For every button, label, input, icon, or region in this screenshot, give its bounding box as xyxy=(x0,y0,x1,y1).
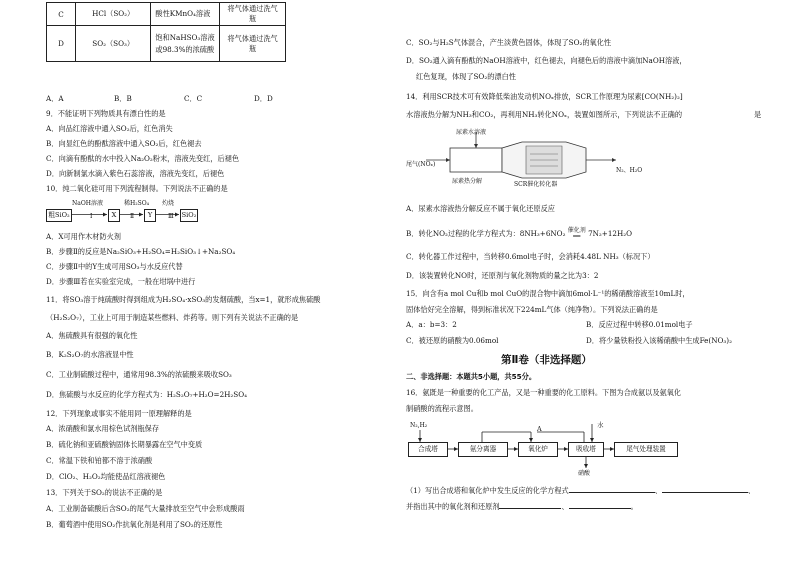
table-cell: 酸性KMnO₄溶液 xyxy=(151,3,220,26)
q8-choice-d: D．D xyxy=(254,94,273,103)
q16-stem: 16．氨既是一种重要的化工产品，又是一种重要的化工原料。下图为合成氨以及氨氧化 xyxy=(406,388,682,397)
flow-node-end: SiO₂ xyxy=(180,209,198,222)
q11-option: D．焦硫酸与水反应的化学方程式为：H₂S₂O₇+H₂O=2H₂SO₄ xyxy=(46,390,247,399)
q12-option: D．ClO₂、H₂O₂均能使品红溶液褪色 xyxy=(46,472,166,481)
q16-part1-text: （1）写出合成塔和氧化炉中发生反应的化学方程式 xyxy=(406,486,569,495)
table-cell: 将气体通过洗气瓶 xyxy=(220,3,286,26)
table-cell: SO₂（SO₃） xyxy=(75,26,150,62)
q16-stem-2: 制硝酸的流程示意图。 xyxy=(406,404,478,413)
q9-option: D．向新制氯水滴入紫色石蕊溶液，溶液先变红，后褪色 xyxy=(46,169,225,178)
q15-stem: 15．向含有a mol Cu和b mol CuO的混合物中滴加6mol·L⁻¹的稀硝酸溶液至10mL时， xyxy=(406,289,690,298)
q11-option: C．工业制硫酸过程中，通常用98.3%的浓硫酸来吸收SO₃ xyxy=(46,370,232,379)
scr-urea-label: 尿素水溶液 xyxy=(456,129,487,136)
flow-a-label: A xyxy=(537,425,542,433)
q16-part1 xyxy=(406,486,755,496)
q15-option: B．反应过程中转移0.01mol电子 xyxy=(586,320,693,329)
q11-option: B．K₂S₂O₇的水溶液显中性 xyxy=(46,350,134,359)
q14-option-d: D．该装置转化NO时，还原剂与氧化剂物质的量之比为3：2 xyxy=(406,271,599,280)
q14-stem-2: 水溶液热分解为NH₃和CO₂，再利用NH₃转化NOₓ，装置如图所示，下列说法不正确的 xyxy=(406,110,683,119)
q10-option: A．X可用作木材防火剂 xyxy=(46,232,121,241)
flow-product-label: 硝酸 xyxy=(578,470,591,477)
q14-option-c: C．转化器工作过程中，当转移0.6mol电子时，会消耗4.48L NH₃（标况下） xyxy=(406,252,655,261)
equation-rhs: 7N₂+12H₂O xyxy=(588,229,633,238)
scr-decomp-label: 尿素热分解 xyxy=(452,178,483,185)
q13-option: B．葡萄酒中使用SO₂作抗氧化剂是利用了SO₂的还原性 xyxy=(46,520,223,529)
q14-stem: 14．利用SCR技术可有效降低柴油发动机NOₓ排放，SCR工作原理为尿素[CO(NH₂)₂] xyxy=(406,92,683,101)
q9-option: C．向滴有酚酞的水中投入Na₂O₂粉末，溶液先变红，后褪色 xyxy=(46,154,240,163)
q13-stem: 13．下列关于SO₂的说法不正确的是 xyxy=(46,488,163,497)
flow-arrows xyxy=(46,205,186,225)
q16-part1-cont xyxy=(406,502,638,512)
table-cell: D xyxy=(47,26,76,62)
table-cell: HCl（SO₂） xyxy=(75,3,150,26)
q11-stem: 11．将SO₃溶于纯硫酸时得到组成为H₂SO₄·xSO₃的发烟硫酸，当x=1，就形成焦硫酸 xyxy=(46,295,321,304)
q12-option: C．常温下铁和铂都不溶于浓硝酸 xyxy=(46,456,153,465)
q8-choice-a: A．A xyxy=(46,94,64,103)
separator: 、 xyxy=(654,486,662,495)
table-row xyxy=(47,26,286,62)
flow-node-y: Y xyxy=(144,209,156,222)
q10-option: C．步骤Ⅱ中的Y生成可用SO₃与水反应代替 xyxy=(46,262,183,271)
flow-node-tail-gas: 尾气处理装置 xyxy=(614,442,678,457)
q14-option-b xyxy=(406,228,632,240)
flow-reagent-2: 稀H₂SO₄ xyxy=(124,200,150,207)
q11-stem-2: （H₂S₂O₇），工业上可用于制造某些燃料、炸药等。则下列有关说法不正确的是 xyxy=(46,313,299,322)
q15-option: C．被还原的硝酸为0.06mol xyxy=(406,336,499,345)
q8-choice-b: B．B xyxy=(114,94,132,103)
q15-stem-2: 固体恰好完全溶解，得到标准状况下224mL气体（纯净物）。下列说法正确的是 xyxy=(406,305,658,314)
flow-reagent-3: 灼烧 xyxy=(162,200,175,207)
flow-node-synthesis: 合成塔 xyxy=(408,442,448,457)
q13-option: A．工业制备硫酸后含SO₂的尾气大量排放至空气中会形成酸雨 xyxy=(46,504,245,513)
q9-option: B．向显红色的酚酞溶液中通入SO₂后，红色褪去 xyxy=(46,139,202,148)
q8-choice-c: C．C xyxy=(184,94,203,103)
part2-title: 第Ⅱ卷（非选择题） xyxy=(501,354,592,366)
q11-option: A．焦硫酸具有很强的氧化性 xyxy=(46,331,138,340)
flow-node-separator: 氨分离器 xyxy=(458,442,508,457)
answer-blank[interactable] xyxy=(662,492,748,493)
flow-node-start: 粗SiO₂ xyxy=(46,209,72,222)
table-cell: 将气体通过洗气瓶 xyxy=(220,26,286,62)
flow-node-absorber: 吸收塔 xyxy=(568,442,604,457)
q10-stem: 10．纯二氧化硅可用下列流程制得。下列说法不正确的是 xyxy=(46,184,228,193)
answer-blank[interactable] xyxy=(499,508,561,509)
scr-converter-label: SCR催化转化器 xyxy=(514,181,558,188)
flow-node-x: X xyxy=(108,209,120,222)
q13-option: C．SO₂与H₂S气体混合，产生淡黄色固体，体现了SO₂的氧化性 xyxy=(406,38,612,47)
q15-option: A．a：b=3：2 xyxy=(406,320,457,329)
options-table xyxy=(46,2,286,62)
flow-reagent-1: NaOH溶液 xyxy=(72,200,103,207)
flow-feed-label: N₂,H₂ xyxy=(410,422,428,429)
flow-node-oxidizer: 氧化炉 xyxy=(518,442,558,457)
answer-blank[interactable] xyxy=(569,492,655,493)
q9-stem: 9．不能证明下列物质具有漂白性的是 xyxy=(46,109,166,118)
q16-part1-cont-text: 并指出其中的氧化剂和还原剂 xyxy=(406,502,500,511)
q15-option: D．将少量铁粉投入该稀硝酸中生成Fe(NO₃)₂ xyxy=(586,336,732,345)
q9-option: A．向品红溶液中通入SO₂后，红色消失 xyxy=(46,124,173,133)
q14-option-a: A．尿素水溶液热分解反应不属于氧化还原反应 xyxy=(406,204,555,213)
part2-subtitle: 二、非选择题：本题共5小题，共55分。 xyxy=(406,372,537,381)
table-cell: 饱和NaHSO₃溶液或98.3%的浓硫酸 xyxy=(151,26,220,62)
q10-option: B．步骤Ⅱ的反应是Na₂SiO₃+H₂SO₄=H₂SiO₃↓+Na₂SO₄ xyxy=(46,247,236,256)
reaction-condition xyxy=(568,228,586,240)
scr-outlet-label: N₂、H₂O xyxy=(616,167,643,174)
q12-stem: 12．下列现象或事实不能用同一原理解释的是 xyxy=(46,409,192,418)
q10-option: D．步骤Ⅲ若在实验室完成，一般在坩埚中进行 xyxy=(46,277,196,286)
table-cell: C xyxy=(47,3,76,26)
q12-option: B．硫化钠和亚硫酸钠固体长期暴露在空气中变质 xyxy=(46,440,203,449)
flow-step-1: Ⅰ xyxy=(90,213,93,220)
equation-lhs: B．转化NO₂过程的化学方程式为：8NH₃+6NO₂ xyxy=(406,229,566,238)
q13-option-cont: 红色复现，体现了SO₂的漂白性 xyxy=(416,72,516,81)
table-row xyxy=(47,3,286,26)
q14-stem-3: 是 xyxy=(754,110,762,119)
catalyst-label: 催化剂 xyxy=(567,227,586,234)
flow-step-3: Ⅲ xyxy=(168,213,174,220)
answer-blank[interactable] xyxy=(569,508,631,509)
reaction-arrow: ══ xyxy=(573,233,581,240)
scr-inlet-label: 尾气(NOₓ) xyxy=(406,161,436,168)
flow-water-label: 水 xyxy=(597,421,604,429)
flow-step-2: Ⅱ xyxy=(130,213,135,220)
separator: 。 xyxy=(630,502,638,511)
separator: 、 xyxy=(561,502,569,511)
q13-option: D．SO₂通入滴有酚酞的NaOH溶液中，红色褪去，向褪色后的溶液中滴加NaOH溶液， xyxy=(406,56,687,65)
q12-option: A．浓硝酸和氯水用棕色试剂瓶保存 xyxy=(46,424,160,433)
separator: 、 xyxy=(747,486,756,495)
